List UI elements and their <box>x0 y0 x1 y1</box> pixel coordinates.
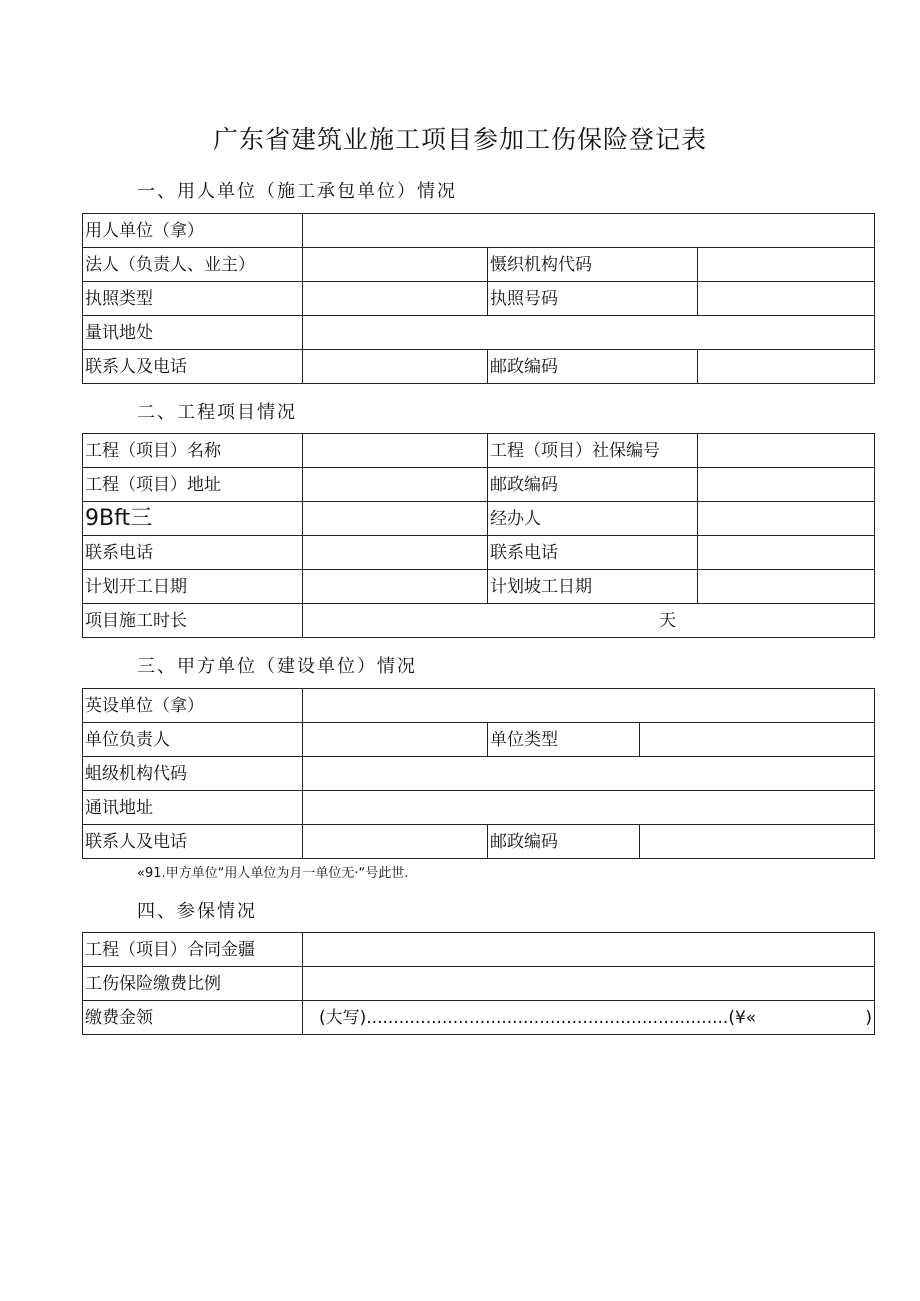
project-name-label: 工程（项目）名称 <box>83 434 303 468</box>
project-name-field[interactable] <box>303 434 488 468</box>
license-type-label: 执照类型 <box>83 282 303 316</box>
duration-unit: 天 <box>659 610 676 631</box>
postcode-field[interactable] <box>698 350 875 384</box>
client-head-label: 单位负责人 <box>83 723 303 757</box>
client-type-label: 单位类型 <box>488 723 640 757</box>
insurance-table <box>82 932 875 1035</box>
section-3-heading: 三、甲方单位（建设单位）情况 <box>137 656 417 677</box>
client-address-label: 通讯地址 <box>83 791 303 825</box>
section-2-heading: 二、工程项目情况 <box>137 402 297 423</box>
table-row <box>83 468 875 502</box>
start-date-label: 计划开工日期 <box>83 570 303 604</box>
fee-close-paren: ) <box>865 1007 872 1028</box>
postcode-label: 邮政编码 <box>488 350 698 384</box>
fee-dotted-line: ................................................................... <box>366 1007 729 1028</box>
client-address-field[interactable] <box>303 791 875 825</box>
client-postcode-label: 邮政编码 <box>488 825 640 859</box>
project-table <box>82 433 875 638</box>
client-contact-label: 联系人及电话 <box>83 825 303 859</box>
legal-person-label: 法人（负责人、业主） <box>83 248 303 282</box>
client-head-field[interactable] <box>303 723 488 757</box>
phone-label-2: 联系电话 <box>488 536 698 570</box>
table-row <box>83 316 875 350</box>
project-postcode-field[interactable] <box>698 468 875 502</box>
fee-ratio-field[interactable] <box>303 967 875 1001</box>
org-code-label: 慑织机构代码 <box>488 248 698 282</box>
license-number-field[interactable] <box>698 282 875 316</box>
table-row <box>83 689 875 723</box>
form-title: 广东省建筑业施工项目参加工伤保险登记表 <box>212 125 707 154</box>
end-date-field[interactable] <box>698 570 875 604</box>
end-date-label: 计划坡工日期 <box>488 570 698 604</box>
table-row <box>83 604 875 638</box>
fee-uppercase-prefix: (大写) <box>319 1007 367 1028</box>
table-row <box>83 350 875 384</box>
client-org-code-field[interactable] <box>303 757 875 791</box>
table-row <box>83 214 875 248</box>
table-row <box>83 434 875 468</box>
phone-label: 联系电话 <box>83 536 303 570</box>
client-postcode-field[interactable] <box>640 825 875 859</box>
org-code-field[interactable] <box>698 248 875 282</box>
project-social-code-label: 工程（项目）社保编号 <box>488 434 698 468</box>
client-table <box>82 688 875 859</box>
fee-currency: (¥« <box>728 1007 757 1028</box>
project-social-code-field[interactable] <box>698 434 875 468</box>
license-type-field[interactable] <box>303 282 488 316</box>
start-date-field[interactable] <box>303 570 488 604</box>
table-row <box>83 723 875 757</box>
address-label: 量讯地处 <box>83 316 303 350</box>
table-row <box>83 248 875 282</box>
table-row <box>83 933 875 967</box>
employer-name-field[interactable] <box>303 214 875 248</box>
contract-amount-label: 工程（项目）合同金疆 <box>83 933 303 967</box>
employer-name-label: 用人单位（拿） <box>83 214 303 248</box>
table-row <box>83 502 875 536</box>
project-address-field[interactable] <box>303 468 488 502</box>
client-name-label: 英设单位（拿） <box>83 689 303 723</box>
table-row <box>83 757 875 791</box>
table-row <box>83 570 875 604</box>
section-4-heading: 四、参保情况 <box>137 901 257 922</box>
client-type-field[interactable] <box>640 723 875 757</box>
table-row <box>83 967 875 1001</box>
section-3-note: «91.甲方单位“用人单位为月一单位无·“号此世. <box>137 866 409 881</box>
table-row <box>83 791 875 825</box>
employer-table <box>82 213 875 384</box>
table-row <box>83 825 875 859</box>
handler-label: 经办人 <box>488 502 698 536</box>
address-field[interactable] <box>303 316 875 350</box>
project-address-label: 工程（项目）地址 <box>83 468 303 502</box>
contact-field[interactable] <box>303 350 488 384</box>
contract-amount-field[interactable] <box>303 933 875 967</box>
fee-amount-label: 缴费金领 <box>83 1001 303 1035</box>
contact-label: 联系人及电话 <box>83 350 303 384</box>
client-name-field[interactable] <box>303 689 875 723</box>
fee-ratio-label: 工伤保险缴费比例 <box>83 967 303 1001</box>
phone-field-2[interactable] <box>698 536 875 570</box>
duration-field[interactable] <box>303 604 875 638</box>
handler-field[interactable] <box>698 502 875 536</box>
table-row <box>83 536 875 570</box>
garbled-field[interactable] <box>303 502 488 536</box>
duration-label: 项目施工时长 <box>83 604 303 638</box>
section-1-heading: 一、用人单位（施工承包单位）情况 <box>137 181 457 202</box>
garbled-label: 9Bft三 <box>83 502 303 536</box>
table-row <box>83 282 875 316</box>
fee-amount-field[interactable] <box>303 1001 875 1035</box>
legal-person-field[interactable] <box>303 248 488 282</box>
phone-field[interactable] <box>303 536 488 570</box>
client-contact-field[interactable] <box>303 825 488 859</box>
project-postcode-label: 邮政编码 <box>488 468 698 502</box>
table-row <box>83 1001 875 1035</box>
client-org-code-label: 蛆级机构代码 <box>83 757 303 791</box>
license-number-label: 执照号码 <box>488 282 698 316</box>
